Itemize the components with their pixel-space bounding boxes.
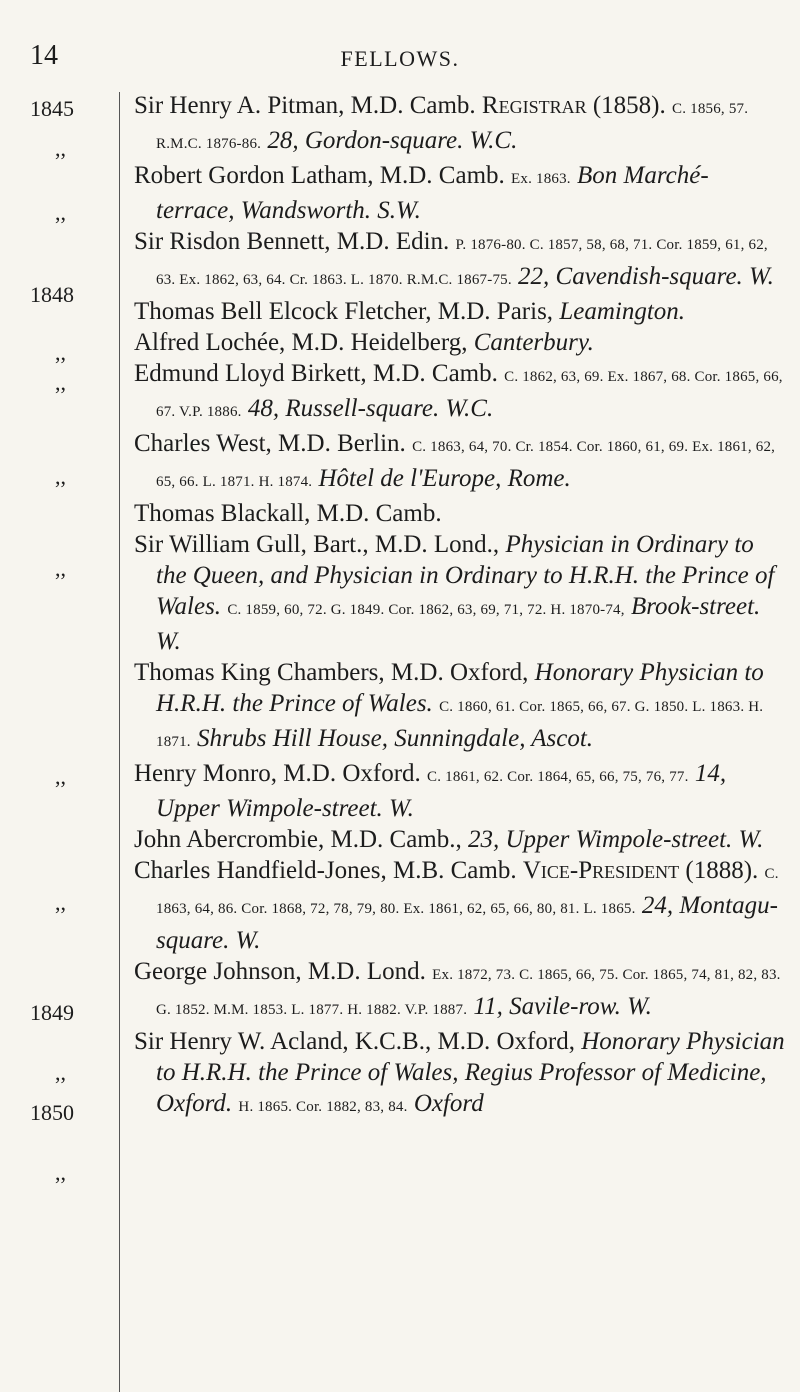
fellow-details: C. 1860, 61. Cor. 1865, 66, 67. G. 1850. L. 1863. H. 1871.	[156, 699, 764, 750]
year-column	[0, 0, 116, 1380]
fellow-name: Alfred Lochée, M.D. Heidelberg,	[134, 329, 468, 356]
fellow-name: Charles West, M.D. Berlin.	[134, 430, 406, 457]
fellow-details: C. 1856, 57. R.M.C. 1876-86.	[156, 101, 749, 152]
fellow-entry	[134, 855, 786, 956]
year-label: 1850	[30, 1100, 74, 1125]
fellow-entry	[134, 160, 786, 226]
fellow-address: 11, Savile-row. W.	[473, 993, 652, 1020]
fellow-entry	[134, 758, 786, 824]
fellow-name: George Johnson, M.D. Lond.	[134, 958, 426, 985]
fellow-details: P. 1876-80. C. 1857, 58, 68, 71. Cor. 1859, 61, 62, 63. Ex. 1862, 63, 64. Cr. 1863. L. 1870. R.M.C. 1867-75.	[156, 237, 768, 288]
fellow-address: 48, Russell-square. W.C.	[247, 395, 494, 422]
fellow-details: H. 1865. Cor. 1882, 83, 84.	[238, 1099, 408, 1115]
fellow-entry	[134, 428, 786, 498]
fellow-address: Bon Marché-terrace, Wandsworth. S.W.	[156, 162, 709, 224]
fellow-office-year: (1888).	[685, 857, 759, 884]
fellow-entry	[134, 1026, 786, 1123]
fellow-name: Thomas Bell Elcock Fletcher, M.D. Paris,	[134, 298, 554, 325]
ditto-mark: ,,	[55, 764, 66, 789]
ditto-mark: ,,	[55, 370, 66, 395]
fellow-address: 14, Upper Wimpole-street. W.	[156, 760, 727, 822]
fellow-name: Sir Henry A. Pitman, M.D. Camb.	[134, 92, 476, 119]
ditto-mark: ,,	[55, 556, 66, 581]
fellow-details: C. 1862, 63, 69. Ex. 1867, 68. Cor. 1865, 66, 67. V.P. 1886.	[156, 369, 783, 420]
fellow-address: Brook-street. W.	[156, 593, 761, 655]
fellow-name: John Abercrombie, M.D. Camb.,	[134, 826, 462, 853]
fellow-details: C. 1863, 64, 86. Cor. 1868, 72, 78, 79, 80. Ex. 1861, 62, 65, 66, 80, 81. L. 1865.	[156, 866, 779, 917]
fellow-name: Sir Henry W. Acland, K.C.B., M.D. Oxford,	[134, 1028, 575, 1055]
ditto-mark: ,,	[55, 464, 66, 489]
fellow-address: 24, Montagu-square. W.	[156, 892, 778, 954]
fellow-name: Thomas King Chambers, M.D. Oxford,	[134, 659, 529, 686]
ditto-mark: ,,	[55, 1060, 66, 1085]
fellow-appointment: Honorary Physician to H.R.H. the Prince of Wales.	[156, 659, 764, 717]
fellow-entry	[134, 358, 786, 428]
fellow-appointment: Honorary Physician to H.R.H. the Prince of Wales, Regius Professor of Medicine, Oxford.	[156, 1028, 785, 1117]
fellow-entry	[134, 90, 786, 160]
fellow-entry	[134, 956, 786, 1026]
fellow-name: Sir Risdon Bennett, M.D. Edin.	[134, 228, 450, 255]
fellow-entry	[134, 226, 786, 296]
page-number: 14	[30, 40, 58, 71]
page-header	[0, 40, 800, 80]
fellow-details: Ex. 1863.	[511, 171, 571, 187]
fellow-address: 23, Upper Wimpole-street. W.	[467, 826, 764, 853]
year-label: 1848	[30, 282, 74, 307]
year-label: 1845	[30, 96, 74, 121]
fellow-name: Edmund Lloyd Birkett, M.D. Camb.	[134, 360, 498, 387]
ditto-mark: ,,	[55, 200, 66, 225]
fellow-address: 22, Cavendish-square. W.	[518, 263, 774, 290]
fellow-name: Robert Gordon Latham, M.D. Camb.	[134, 162, 505, 189]
fellow-office: Vice-President	[522, 857, 680, 884]
column-rule	[119, 92, 120, 1392]
fellow-name: Charles Handfield-Jones, M.B. Camb.	[134, 857, 517, 884]
fellows-list	[134, 90, 786, 1123]
fellow-details: C. 1861, 62. Cor. 1864, 65, 66, 75, 76, 77.	[427, 769, 689, 785]
fellow-address: Leamington.	[559, 298, 686, 325]
fellow-name: Thomas Blackall, M.D. Camb.	[134, 500, 442, 527]
fellow-details: Ex. 1872, 73. C. 1865, 66, 75. Cor. 1865, 74, 81, 82, 83. G. 1852. M.M. 1853. L. 1877. H. 1882. V.P. 1887.	[156, 967, 781, 1018]
fellow-office-year: (1858).	[592, 92, 666, 119]
fellow-entry	[134, 529, 786, 657]
fellow-address: 28, Gordon-square. W.C.	[267, 127, 518, 154]
fellow-details: C. 1863, 64, 70. Cr. 1854. Cor. 1860, 61, 69. Ex. 1861, 62, 65, 66. L. 1871. H. 1874.	[156, 439, 776, 490]
year-label: 1849	[30, 1000, 74, 1025]
fellow-details: C. 1859, 60, 72. G. 1849. Cor. 1862, 63, 69, 71, 72. H. 1870-74,	[227, 602, 625, 618]
ditto-mark: ,,	[55, 136, 66, 161]
fellow-name: Sir William Gull, Bart., M.D. Lond.,	[134, 531, 500, 558]
running-head: FELLOWS.	[340, 46, 460, 71]
ditto-mark: ,,	[55, 890, 66, 915]
fellow-entry	[134, 296, 786, 327]
fellow-address: Hôtel de l'Europe, Rome.	[318, 465, 571, 492]
ditto-mark: ,,	[55, 1160, 66, 1185]
fellow-entry	[134, 498, 786, 529]
fellow-address: Canterbury.	[473, 329, 594, 356]
ditto-mark: ,,	[55, 340, 66, 365]
fellow-entry	[134, 327, 786, 358]
fellow-office: Registrar	[481, 92, 587, 119]
fellow-entry	[134, 657, 786, 758]
fellow-address: Shrubs Hill House, Sunningdale, Ascot.	[197, 725, 594, 752]
fellow-address: Oxford	[413, 1090, 484, 1117]
fellow-name: Henry Monro, M.D. Oxford.	[134, 760, 421, 787]
fellow-appointment: Physician in Ordinary to the Queen, and Physician in Ordinary to H.R.H. the Prince of Wales.	[156, 531, 775, 620]
fellow-entry	[134, 824, 786, 855]
